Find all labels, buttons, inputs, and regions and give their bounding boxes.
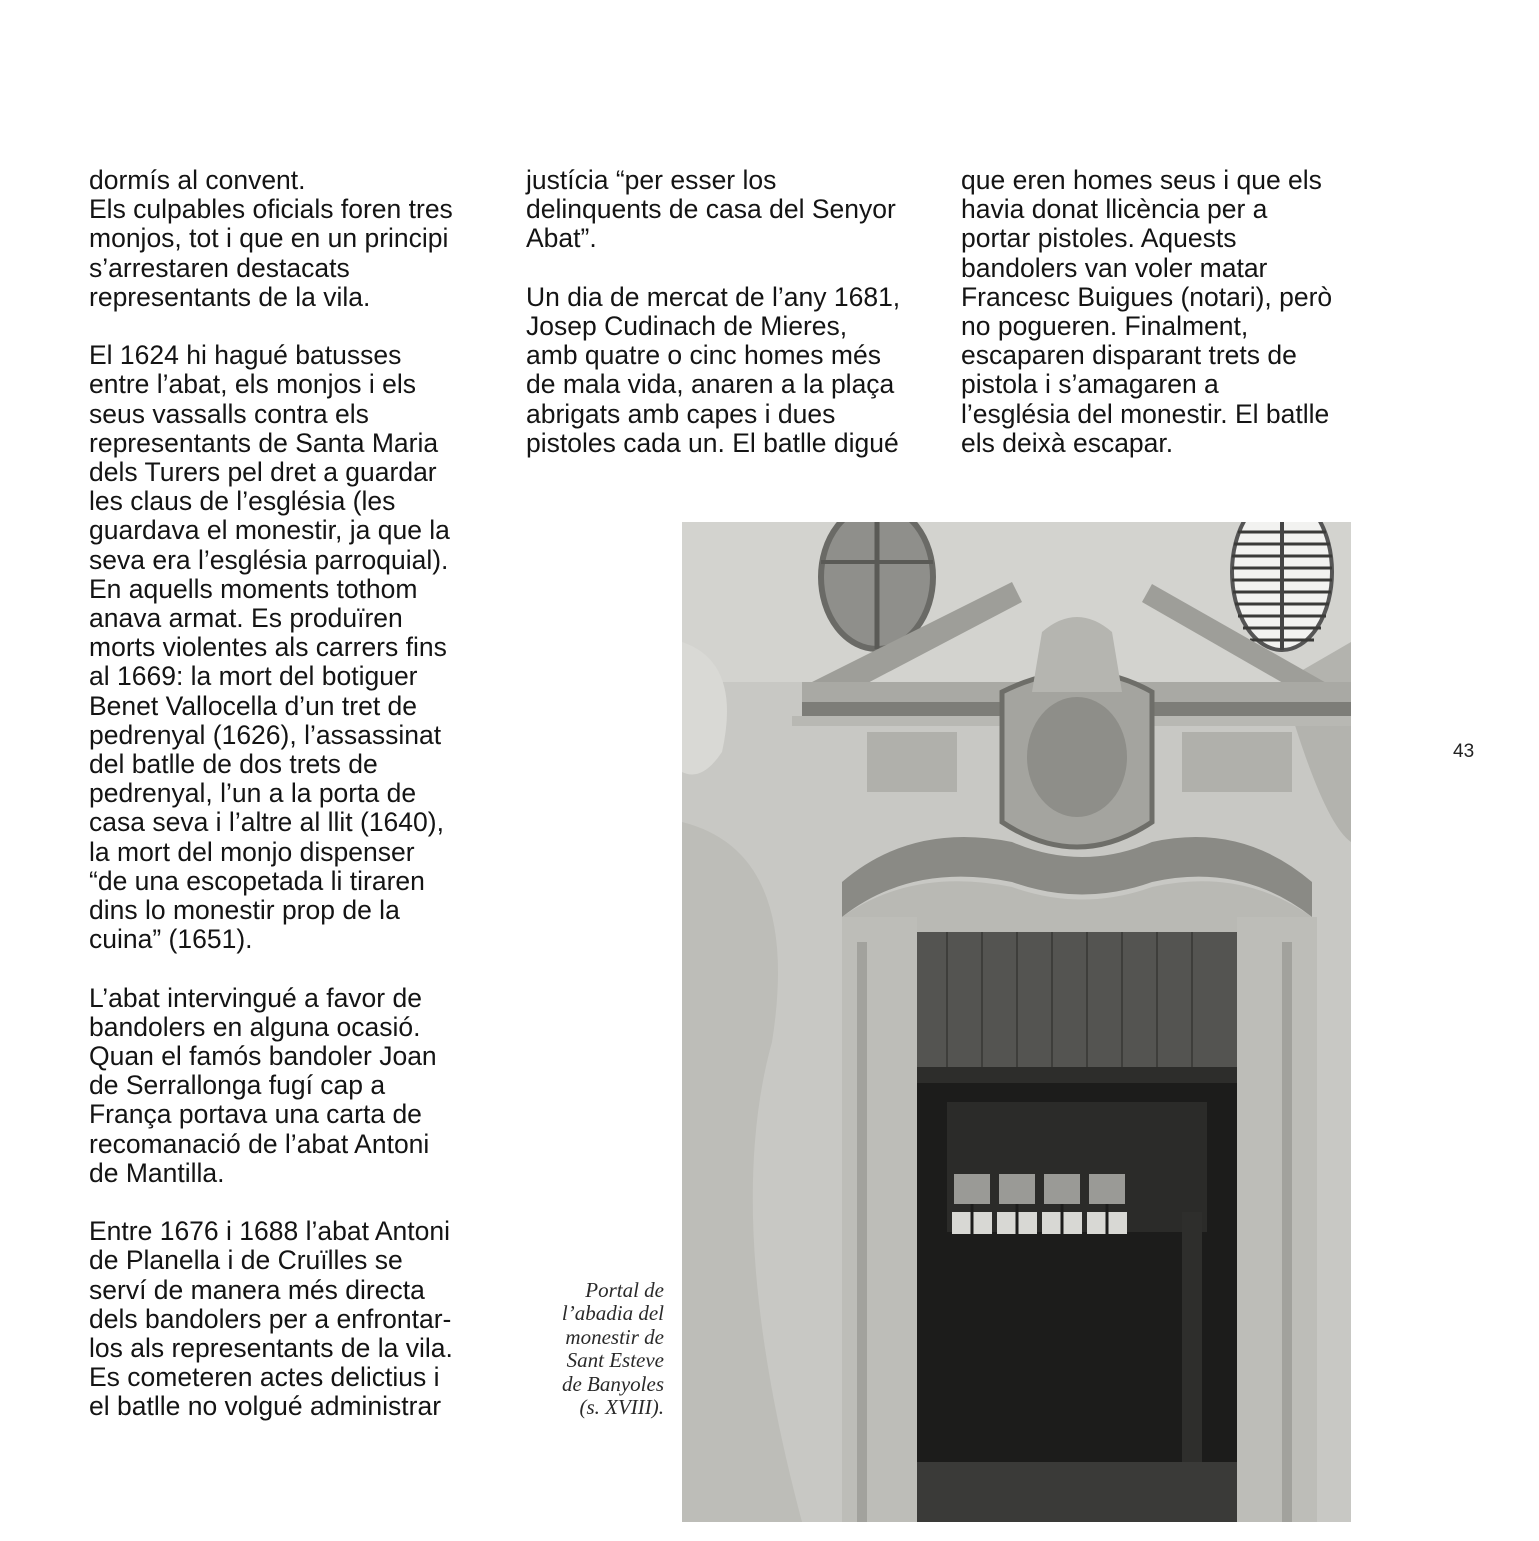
text-column-2 — [526, 166, 936, 487]
text-column-1 — [89, 166, 484, 1451]
page-number: 43 — [1453, 741, 1475, 762]
text-column-3 — [961, 166, 1371, 487]
paragraph: El 1624 hi hagué batusses entre l’abat, els monjos i els seus vassalls contra els representants de Santa Maria dels Turers pel dret a guardar les claus de l’església (les guardava el monestir, ja que la seva era l’església parroquial). En aquells moments tothom anava armat. Es produïren morts violentes als carrers fins al 1669: la mort del botiguer Benet Vallocella d’un tret de pedrenyal (1626), l’assassinat del batlle de dos trets de pedrenyal, l’un a la porta de casa seva i l’altre al llit (1640), la mort del monjo dispenser “de una escopetada li tiraren dins lo monestir prop de la cuina” (1651). — [89, 340, 450, 955]
paragraph: Un dia de mercat de l’any 1681, Josep Cudinach de Mieres, amb quatre o cinc homes més de mala vida, anaren a la plaça abrigats amb capes i dues pistoles cada un. El batlle digué — [526, 281, 901, 458]
paragraph: Entre 1676 i 1688 l’abat Antoni de Planella i de Cruïlles se serví de manera més directa dels bandolers per a enfrontar- los als representants de la vila. Es cometeren actes delictius i el batlle no volgué administrar — [89, 1216, 453, 1422]
photo-caption: Portal de l’abadia del monestir de Sant Esteve de Banyoles (s. XVIII). — [561, 1278, 664, 1420]
portal-photograph — [682, 522, 1351, 1522]
paragraph: justícia “per esser los delinquents de casa del Senyor Abat”. — [526, 165, 896, 254]
paragraph: dormís al convent. Els culpables oficials foren tres monjos, tot i que en un principi s’arrestaren destacats representants de la vila. — [89, 165, 453, 312]
paragraph: L’abat intervingué a favor de bandolers en alguna ocasió. Quan el famós bandoler Joan de Serrallonga fugí cap a França portava una carta de recomanació de l’abat Antoni de Mantilla. — [89, 982, 437, 1188]
paragraph: que eren homes seus i que els havia donat llicència per a portar pistoles. Aquests bandolers van voler matar Francesc Buigues (notari), però no pogueren. Finalment, escaparen disparant trets de pistola i s’amagaren a l’església del monestir. El batlle els deixà escapar. — [961, 165, 1333, 458]
